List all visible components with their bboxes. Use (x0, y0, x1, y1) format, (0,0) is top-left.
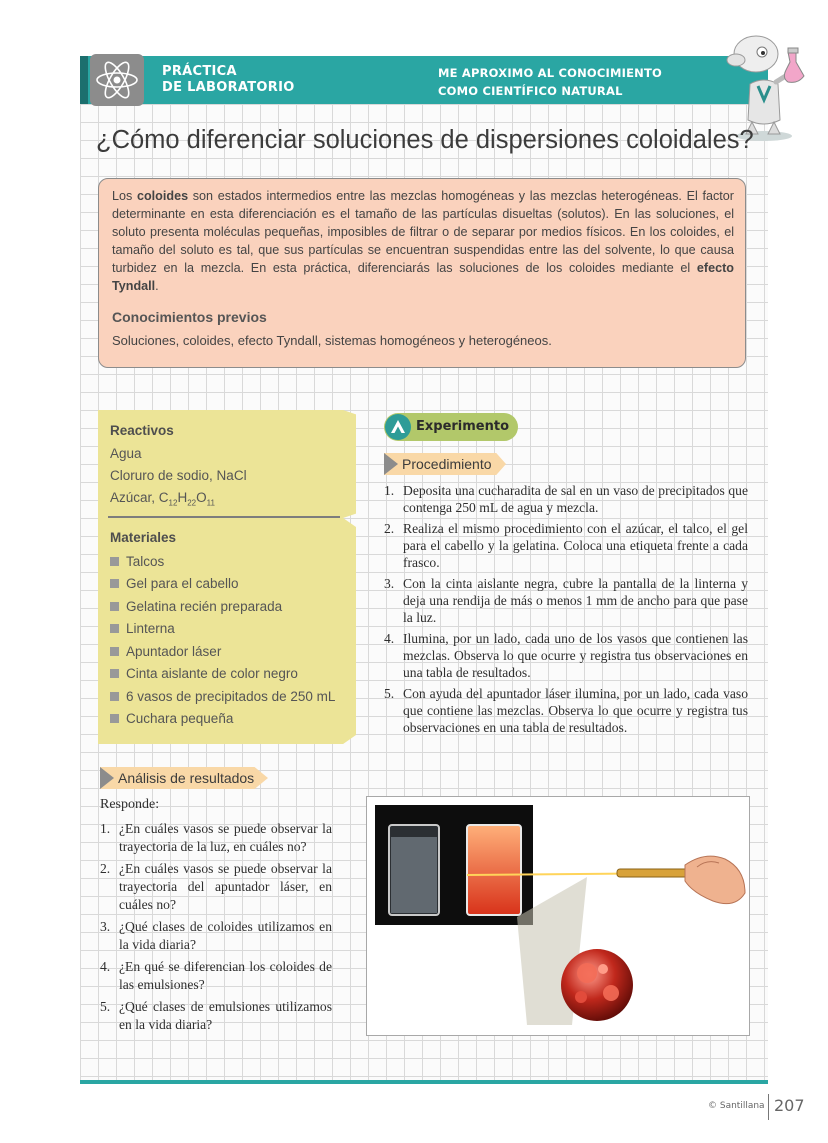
bullet-square-icon (110, 602, 119, 611)
procedimiento-label: Procedimiento (402, 456, 492, 472)
prev-knowledge-heading: Conocimientos previos (112, 309, 267, 325)
list-item (110, 685, 335, 708)
azucar-text: Azúcar, C (110, 490, 169, 505)
section-label-line1: PRÁCTICA (162, 64, 237, 79)
step-text: Con la cinta aislante negra, cubre la pantalla de la linterna y deja una rendija de más o menos 1 mm de ancho para que pase la luz. (403, 576, 748, 625)
header-bar-edge (80, 56, 88, 104)
reactivo-azucar (110, 490, 215, 508)
azucar-sub-h: 22 (187, 498, 197, 508)
step-number: 1. (384, 483, 395, 498)
list-item-text: Apuntador láser (126, 643, 222, 659)
step-text: Realiza el mismo procedimiento con el azúcar, el talco, el gel para el cabello y la gelatina. Coloca una etiqueta frente a cada frasco. (403, 521, 748, 570)
experimento-label: Experimento (416, 419, 510, 434)
list-item-text: 6 vasos de precipitados de 250 mL (126, 688, 336, 704)
intro-text-middle: son estados intermedios entre las mezclas homogéneas y las mezclas heterogéneas. El factor determinante en esta diferenciación es el tamaño de las partículas disueltas (solutos). En las soluciones, el soluto presenta moléculas pequeñas, imposibles de filtrar o de separar por medios físicos. En los coloides, el tamaño del soluto es tal, que sus partículas se encuentran suspendidas entre las del solvente, lo que causa turbidez en la mezcla. En esta práctica, diferenciarás las soluciones de los coloides mediante el (112, 189, 734, 275)
step-number: 5. (384, 686, 395, 701)
reactivo-nacl: Cloruro de sodio, NaCl (110, 468, 247, 483)
list-item (110, 595, 335, 618)
section-label (162, 64, 295, 96)
footer-divider (768, 1094, 769, 1120)
bullet-square-icon (110, 692, 119, 701)
procedure-steps (384, 482, 748, 740)
question-item (100, 918, 332, 954)
azucar-o: O (196, 490, 207, 505)
list-item-text: Cuchara pequeña (126, 711, 234, 727)
atom-icon (90, 54, 144, 106)
question-text: ¿En cuáles vasos se puede observar la trayectoria del apuntador láser, en cuáles no? (119, 861, 332, 912)
list-item (110, 550, 335, 573)
bullet-square-icon (110, 579, 119, 588)
question-text: ¿En qué se diferencian los coloides de las emulsiones? (119, 959, 332, 992)
intro-text-start: Los (112, 189, 137, 203)
intro-bold-tyndall: efecto Tyndall (112, 261, 734, 293)
topic-label (438, 64, 662, 100)
scientist-mascot-illustration (718, 24, 810, 142)
materiales-list (110, 550, 335, 730)
page-title: ¿Cómo diferenciar soluciones de dispersiones coloidales? (96, 126, 754, 154)
list-item-text: Gelatina recién preparada (126, 598, 283, 614)
procedure-step (384, 520, 748, 571)
question-number: 5. (100, 999, 111, 1014)
question-item (100, 958, 332, 994)
list-item-text: Cinta aislante de color negro (126, 666, 298, 682)
panel-divider (108, 516, 340, 518)
procedure-step (384, 482, 748, 516)
list-item-text: Talcos (126, 553, 165, 569)
list-item (110, 573, 335, 596)
intro-box (98, 178, 746, 368)
step-number: 4. (384, 631, 395, 646)
question-text: ¿Qué clases de emulsiones utilizamos en la vida diaria? (119, 999, 332, 1032)
step-text: Con ayuda del apuntador láser ilumina, por un lado, cada vaso que contiene las mezclas. Observa lo que ocurre y registra tus observaciones en una tabla de resultados. (403, 686, 748, 735)
procedure-step (384, 575, 748, 626)
azucar-sub-c: 12 (168, 498, 178, 508)
questions-list (100, 820, 332, 1038)
step-text: Deposita una cucharadita de sal en un vaso de precipitados que contenga 250 mL de agua y mezcla. (403, 483, 748, 515)
question-text: ¿Qué clases de coloides utilizamos en la vida diaria? (119, 919, 332, 952)
procedure-step (384, 685, 748, 736)
reactivo-agua: Agua (110, 446, 142, 461)
prev-knowledge-text: Soluciones, coloides, efecto Tyndall, sistemas homogéneos y heterogéneos. (112, 333, 552, 348)
tyndall-photo (366, 796, 750, 1036)
analisis-label: Análisis de resultados (118, 770, 255, 786)
procedure-step (384, 630, 748, 681)
list-item (110, 618, 335, 641)
question-text: ¿En cuáles vasos se puede observar la trayectoria de la luz, en cuáles no? (119, 821, 332, 854)
list-item-text: Gel para el cabello (126, 576, 239, 592)
step-text: Ilumina, por un lado, cada uno de los vasos que contienen las mezclas. Observa lo que ocurre y registra tus observaciones en una tabla de resultados. (403, 631, 748, 680)
list-item-text: Linterna (126, 621, 175, 637)
bullet-square-icon (110, 557, 119, 566)
question-number: 3. (100, 919, 111, 934)
bullet-square-icon (110, 624, 119, 633)
footer-rule (80, 1080, 768, 1084)
step-number: 2. (384, 521, 395, 536)
question-item (100, 820, 332, 856)
step-number: 3. (384, 576, 395, 591)
bullet-square-icon (110, 714, 119, 723)
page-number: 207 (774, 1096, 805, 1115)
list-item (110, 663, 335, 686)
question-item (100, 998, 332, 1034)
materiales-heading: Materiales (110, 530, 177, 545)
list-item (110, 708, 335, 731)
intro-paragraph (112, 187, 734, 295)
responde-label: Responde: (100, 797, 160, 812)
bullet-square-icon (110, 647, 119, 656)
reactivos-heading: Reactivos (110, 423, 174, 438)
topic-label-line2: COMO CIENTÍFICO NATURAL (438, 84, 623, 98)
publisher-label: © Santillana (708, 1101, 765, 1111)
intro-text-end: . (155, 279, 159, 293)
question-item (100, 860, 332, 914)
experimento-icon (385, 414, 411, 440)
bullet-square-icon (110, 669, 119, 678)
topic-label-line1: ME APROXIMO AL CONOCIMIENTO (438, 66, 663, 80)
azucar-sub-o: 11 (206, 498, 215, 508)
question-number: 2. (100, 861, 111, 876)
question-number: 4. (100, 959, 111, 974)
azucar-h: H (177, 490, 188, 505)
question-number: 1. (100, 821, 111, 836)
intro-bold-coloides: coloides (136, 189, 189, 203)
section-label-line2: DE LABORATORIO (162, 80, 295, 95)
list-item (110, 640, 335, 663)
